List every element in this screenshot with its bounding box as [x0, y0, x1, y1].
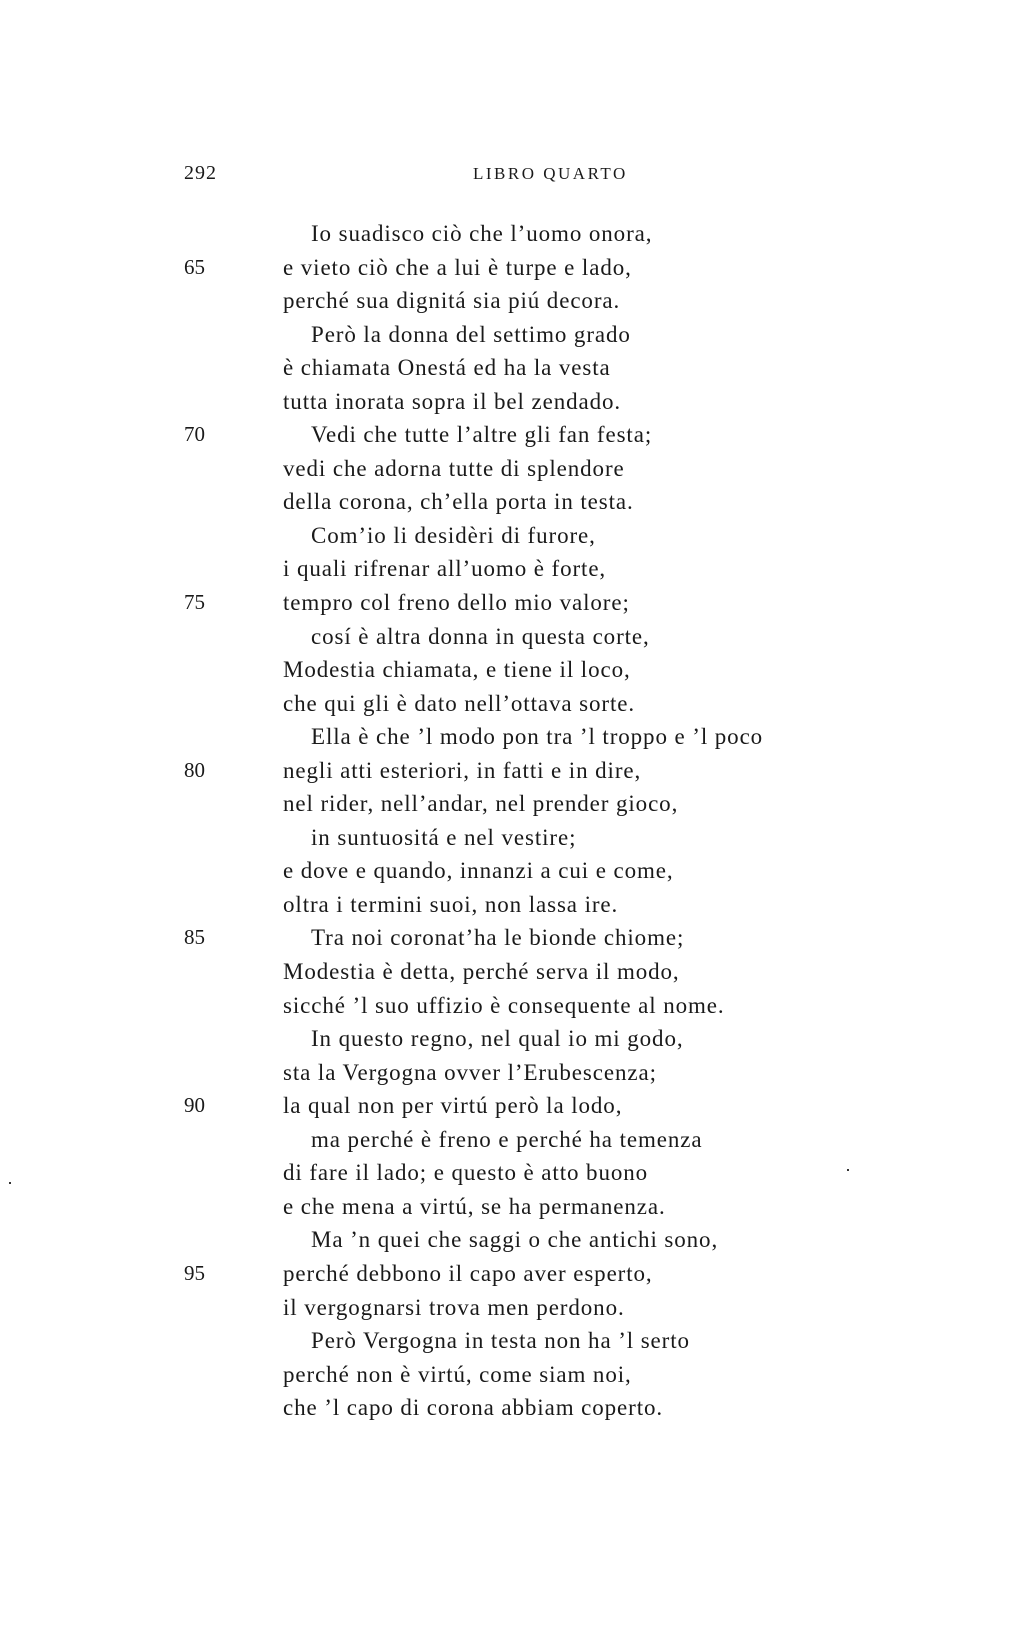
running-title: LIBRO QUARTO	[473, 164, 628, 183]
verse-text: Com’io li desidèri di furore,	[311, 522, 596, 548]
verse-line	[0, 921, 1029, 955]
verse-line	[0, 787, 1029, 821]
verse-line	[0, 720, 1029, 754]
verse-text: perché sua dignitá sia piú decora.	[283, 288, 621, 314]
verse-line	[0, 351, 1029, 385]
verse-line	[0, 1022, 1029, 1056]
verse-number: 65	[184, 254, 205, 279]
verse-line	[0, 854, 1029, 888]
verse-text: Però la donna del settimo grado	[311, 321, 631, 347]
verse-text: nel rider, nell’andar, nel prender gioco,	[283, 791, 679, 817]
verse-line	[0, 485, 1029, 519]
verse-number: 90	[184, 1093, 205, 1118]
verse-text: Io suadisco ciò che l’uomo onora,	[311, 221, 653, 246]
verse-text: il vergognarsi trova men perdono.	[283, 1294, 625, 1320]
verse-line	[0, 385, 1029, 419]
verse-text: la qual non per virtú però la lodo,	[283, 1093, 623, 1119]
verse-text: In questo regno, nel qual io mi godo,	[311, 1026, 684, 1052]
verse-line	[0, 687, 1029, 721]
verse-text: tutta inorata sopra il bel zendado.	[283, 388, 622, 414]
margin-mark	[847, 1169, 849, 1171]
verse-text: Tra noi coronat’ha le bionde chiome;	[311, 925, 685, 951]
verse-line	[0, 1123, 1029, 1157]
verse-text: perché non è virtú, come siam noi,	[283, 1361, 632, 1387]
verse-text: Ma ’n quei che saggi o che antichi sono,	[311, 1227, 719, 1253]
verse-text: che qui gli è dato nell’ottava sorte.	[283, 690, 635, 716]
verse-line	[0, 1156, 1029, 1190]
verse-line	[0, 620, 1029, 654]
verse-text: di fare il lado; e questo è atto buono	[283, 1160, 649, 1186]
verse-number: 70	[184, 422, 205, 447]
verse-line	[0, 955, 1029, 989]
verse-line	[0, 284, 1029, 318]
verse-text: sicché ’l suo uffizio è consequente al nome.	[283, 992, 725, 1018]
verse-text: perché debbono il capo aver esperto,	[283, 1260, 653, 1286]
verse-number: 75	[184, 590, 205, 615]
verse-number: 95	[184, 1260, 205, 1285]
verse-line	[0, 1223, 1029, 1257]
verse-text: tempro col freno dello mio valore;	[283, 590, 630, 616]
verse-line	[0, 1291, 1029, 1325]
verse-line	[0, 552, 1029, 586]
verse-line	[0, 318, 1029, 352]
verse-text: i quali rifrenar all’uomo è forte,	[283, 556, 607, 582]
verse-text: vedi che adorna tutte di splendore	[283, 455, 625, 481]
verse-text: e dove e quando, innanzi a cui e come,	[283, 858, 674, 884]
margin-mark	[9, 1182, 11, 1184]
verse-text: negli atti esteriori, in fatti e in dire,	[283, 757, 642, 783]
verse-line	[0, 989, 1029, 1023]
verse-line	[0, 586, 1029, 620]
verse-line	[0, 888, 1029, 922]
verse-text: Però Vergogna in testa non ha ’l serto	[311, 1328, 690, 1354]
verse-number: 85	[184, 925, 205, 950]
verse-text: ma perché è freno e perché ha temenza	[311, 1126, 703, 1152]
verse-number: 80	[184, 757, 205, 782]
verse-line	[0, 1190, 1029, 1224]
verse-line	[0, 821, 1029, 855]
verse-text: cosí è altra donna in questa corte,	[311, 623, 650, 649]
verse-line	[0, 418, 1029, 452]
verse-text: e vieto ciò che a lui è turpe e lado,	[283, 254, 632, 280]
verse-text: in suntuositá e nel vestire;	[311, 824, 577, 850]
verse-text: che ’l capo di corona abbiam coperto.	[283, 1395, 664, 1421]
verse-line	[0, 1257, 1029, 1291]
verse-text: Modestia è detta, perché serva il modo,	[283, 959, 680, 985]
verse-line	[0, 653, 1029, 687]
verse-line	[0, 519, 1029, 553]
verse-line	[0, 1056, 1029, 1090]
verse-text: della corona, ch’ella porta in testa.	[283, 489, 634, 515]
verse-text: e che mena a virtú, se ha permanenza.	[283, 1193, 666, 1219]
verse-line	[0, 1358, 1029, 1392]
verse-line	[0, 1391, 1029, 1425]
verse-line	[0, 1324, 1029, 1358]
verse-line	[0, 251, 1029, 285]
verse-text: Modestia chiamata, e tiene il loco,	[283, 657, 631, 683]
page-number: 292	[184, 162, 217, 184]
verse-text: sta la Vergogna ovver l’Erubescenza;	[283, 1059, 657, 1085]
verse-text: Vedi che tutte l’altre gli fan festa;	[311, 422, 653, 448]
verse-text: Ella è che ’l modo pon tra ’l troppo e ’l poco	[311, 724, 764, 750]
verse-text: è chiamata Onestá ed ha la vesta	[283, 355, 611, 381]
verse-text: oltra i termini suoi, non lassa ire.	[283, 891, 619, 917]
verse-line	[0, 217, 1029, 251]
poem	[0, 217, 1029, 1425]
verse-line	[0, 452, 1029, 486]
verse-line	[0, 754, 1029, 788]
verse-line	[0, 1089, 1029, 1123]
